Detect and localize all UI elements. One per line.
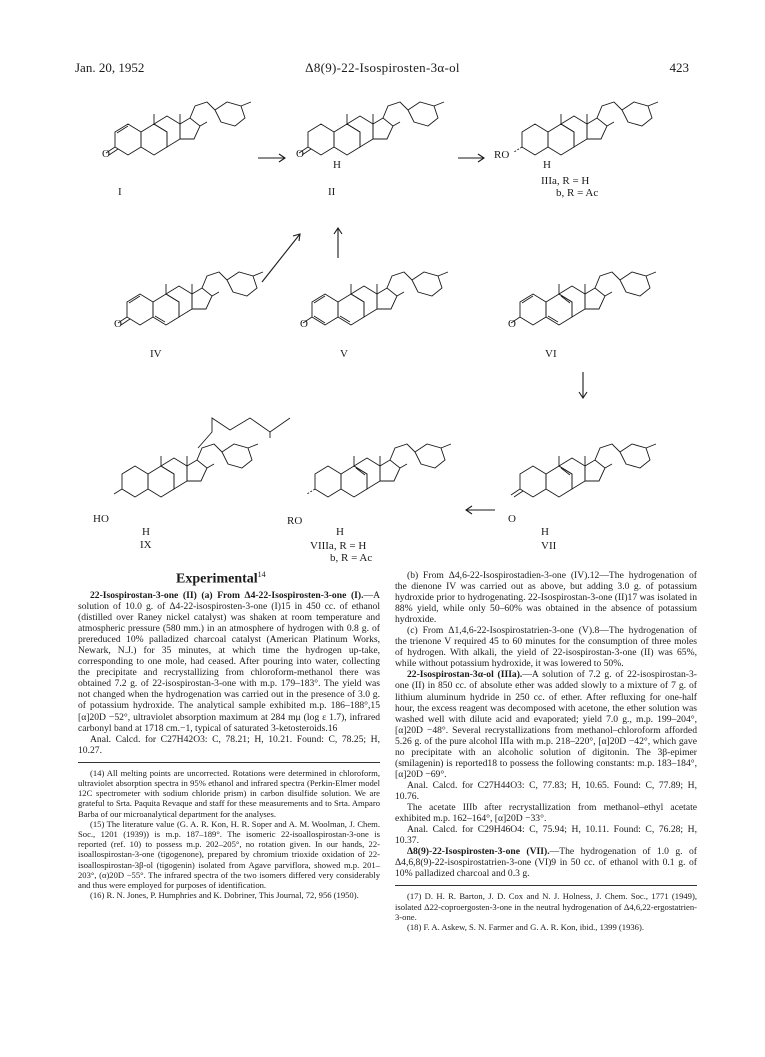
label-oxygen: O bbox=[114, 318, 122, 330]
footnote-17: (17) D. H. R. Barton, J. D. Cox and N. J. Holness, J. Chem. Soc., 1771 (1949), isolated Δ22-coproergosten-3-one in the neutral hydrogenation of Δ4,6,22-ergostatrien-3-one. bbox=[395, 891, 697, 922]
section-heading: Experimental$^{14}$ bbox=[176, 570, 266, 587]
footnote-18: (18) F. A. Askew, S. N. Farmer and G. A. R. Kon, ibid., 1399 (1936). bbox=[407, 921, 644, 932]
compound-label-IIIb: b, R = Ac bbox=[556, 187, 599, 199]
paragraph: Δ8(9)-22-Isospirosten-3-one (VII).—The hydrogenation of 1.0 g. of Δ4,6,8(9)-22-isospirostatrien-3-one (VI)9 in 50 cc. of ethanol with 0.1 g. of 10% palladized charcoal and 0.3 g. bbox=[395, 846, 697, 880]
footnote-14: (14) All melting points are uncorrected. Rotations were determined in chloroform, ultraviolet absorption spectra in 95% ethanol and infrared spectra (Perkin-Elmer model 12C spectrometer with sodium chloride prism) in carbon disulfide solution. We are grateful to Srta. Paquita Revaque and staff for these measurements and to Srta. Amparo Barba of our microanalytical department for the analyses. bbox=[78, 767, 380, 819]
footnote-rule bbox=[78, 762, 380, 763]
compound-label-VIIIb: b, R = Ac bbox=[330, 552, 373, 564]
label-hydrogen: H bbox=[333, 159, 341, 171]
footnote-15: (15) The literature value (G. A. R. Kon, H. R. Soper and A. M. Woolman, J. Chem. Soc., 1201 (1939)) is m.p. 187–189°. The isomeric 22-isoallospirostan-3-one is reported (ref. 10) to possess m.p. 202–205°, no rotation given. In our hands, 22-isoallospirostan-3-one (tigogenone), prepared by chromium trioxide oxidation of 22-isoallospirostan-3β-ol (tigogenin) isolated from Agave parviflora, showed m.p. 201–203°, (α)20D −55°. The infrared spectra of the two isomers differed very considerably and thus were employed for purposes of identification. bbox=[78, 818, 380, 890]
paragraph: 22-Isospirostan-3-one (II) (a) From Δ4-22-Isospirosten-3-one (I).—A solution of 10.0 g. of Δ4-22-isospirosten-3-one (I)15 in 450 cc. of ethanol (distilled over Raney nickel catalyst) was shaken at room temperature and atmospheric pressure (580 mm.) in an atmosphere of hydrogen with 0.8 g. of prereduced 10% palladized charcoal catalyst (American Platinum Works, Newark, N.J.) for 35 minutes, at which time the hydrogen up-take, corresponding to one mole, had ceased. After pouring into water, collecting the precipitate and recrystallizing from chloroform-methanol there was obtained 7.2 g. of 22-isospirostan-3-one with m.p. 179–183°. The yield was not changed when the hydrogenation was carried out in the presence of 3.0 g. of potassium hydroxide. The analytical sample exhibited m.p. 186–188°,15 [α]20D −52°, ultraviolet absorption maximum at 284 mμ (log ε 1.7), infrared carbonyl band at 1718 cm.−1, typical of saturated 3-ketosteroids.16 bbox=[78, 590, 380, 734]
side-chain bbox=[198, 418, 290, 448]
compound-label-IX: IX bbox=[140, 539, 152, 551]
header-date: Jan. 20, 1952 bbox=[75, 60, 145, 75]
footnote-rule bbox=[395, 885, 697, 886]
analysis: Anal. Calcd. for C27H42O3: C, 78.21; H, 10.21. Found: C, 78.25; H, 10.27. bbox=[78, 733, 380, 756]
analysis: Anal. Calcd. for C27H44O3: C, 77.83; H, 10.65. Found: C, 77.89; H, 10.76. bbox=[395, 779, 697, 802]
label-hydrogen: H bbox=[336, 526, 344, 538]
label-oxygen: O bbox=[296, 148, 304, 160]
left-column bbox=[78, 590, 380, 900]
compound-label-IIIa: IIIa, R = H bbox=[541, 175, 590, 187]
label-oxygen: O bbox=[300, 318, 308, 330]
paragraph: 22-Isospirostan-3α-ol (IIIa).—A solution of 7.2 g. of 22-isospirostan-3-one (II) in 850 cc. of absolute ether was added slowly to a mixture of 7 g. of lithium aluminum hydride in 250 cc. of ether. After refluxing for one-half hour, the excess reagent was decomposed with acetone, the ether solution was washed well with dilute acid and evaporated; yield 7.0 g., m.p. 199–204°, [α]20D −48°. Several recrystallizations from methanol–chloroform afforded 5.26 g. of the pure alcohol IIIa with m.p. 218–220°, [α]20D −42°, which gave no precipitate with an alcoholic solution of digitonin. The 3β-epimer (smilagenin) is reported18 to possess the following constants: m.p. 183–184°, [α]20D −69°. bbox=[395, 669, 697, 780]
compound-label-VII: VII bbox=[541, 540, 557, 552]
footnote-16: (16) R. N. Jones, P. Humphries and K. Dobriner, This Journal, 72, 956 (1950). bbox=[90, 890, 359, 901]
label-ho: HO bbox=[93, 513, 109, 525]
right-column bbox=[395, 570, 697, 932]
paragraph: (c) From Δ1,4,6-22-Isospirostatrien-3-one (V).8—The hydrogenation of the trienone V required 45 to 60 minutes for the consumption of three moles of hydrogen. With alkali, the yield of 22-isospirostan-3-one (II) was 65%, while without potassium hydroxide, it was lowered to 50%. bbox=[395, 625, 697, 670]
compound-label-I: I bbox=[118, 186, 122, 198]
label-hydrogen: H bbox=[142, 526, 150, 538]
paragraph: The acetate IIIb after recrystallization from methanol–ethyl acetate exhibited m.p. 162–164°, [α]20D −33°. bbox=[395, 801, 697, 825]
compound-label-IV: IV bbox=[150, 348, 162, 360]
compound-label-V: V bbox=[340, 348, 348, 360]
label-oxygen: O bbox=[508, 318, 516, 330]
compound-label-VI: VI bbox=[545, 348, 557, 360]
label-hydrogen: H bbox=[541, 526, 549, 538]
label-ro: RO bbox=[494, 149, 510, 161]
reaction-arrow bbox=[262, 234, 300, 282]
label-oxygen: O bbox=[508, 513, 516, 525]
compound-label-II: II bbox=[328, 186, 336, 198]
page-number: 423 bbox=[669, 60, 689, 75]
label-oxygen: O bbox=[102, 148, 110, 160]
label-hydrogen: H bbox=[543, 159, 551, 171]
analysis: Anal. Calcd. for C29H46O4: C, 75.94; H, 10.11. Found: C, 76.28; H, 10.37. bbox=[395, 824, 697, 847]
label-ro: RO bbox=[287, 515, 303, 527]
compound-label-VIIIa: VIIIa, R = H bbox=[310, 540, 367, 552]
header-title: Δ8(9)-22-Isospirosten-3α-ol bbox=[305, 60, 460, 75]
paragraph: (b) From Δ4,6-22-Isospirostadien-3-one (IV).12—The hydrogenation of the dienone IV was carried out as above, but adding 3.0 g. of potassium hydroxide prior to hydrogenating. 22-Isospirostan-3-one (II)17 was isolated in 88% yield, while only 50–60% was obtained in the absence of potassium hydroxide. bbox=[395, 570, 697, 626]
